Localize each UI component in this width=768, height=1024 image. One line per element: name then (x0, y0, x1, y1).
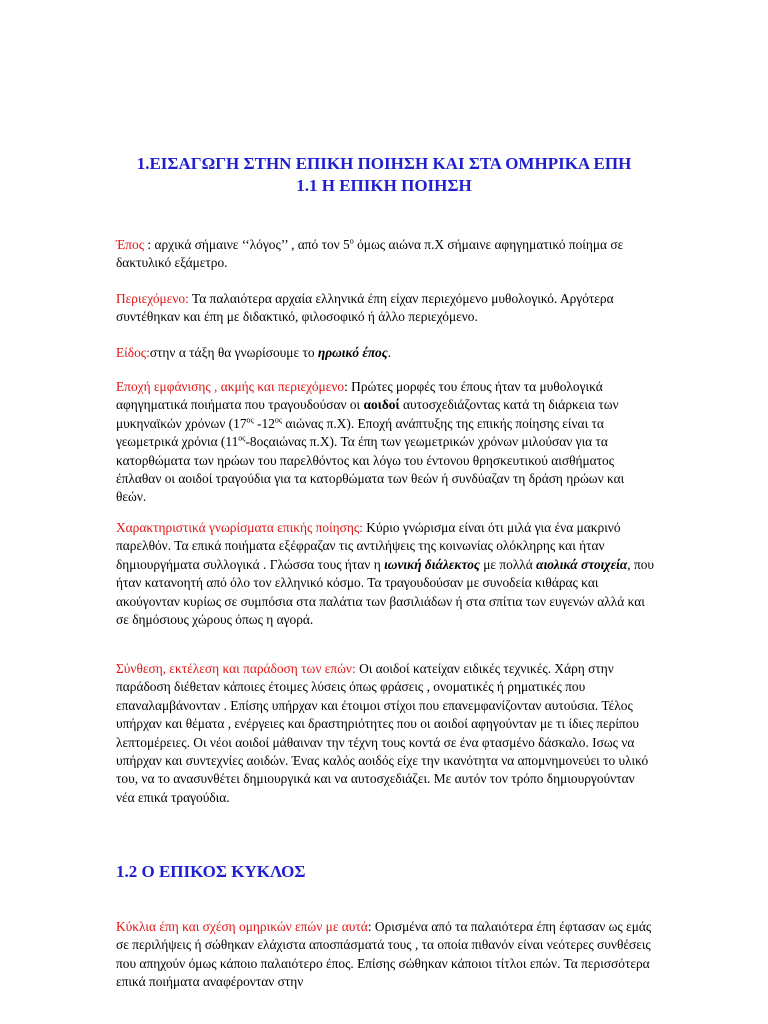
term-label: Έπος (116, 237, 145, 252)
term-label: Είδος: (116, 345, 150, 360)
term-label: Κύκλια έπη και σχέση ομηρικών επών με αυτά (116, 919, 368, 934)
sub-heading: 1.1 Η ΕΠΙΚΗ ΠΟΙΗΣΗ (296, 176, 472, 195)
paragraph-composition: Σύνθεση, εκτέλεση και παράδοση των επών: Οι αοιδοί κατείχαν ειδικές τεχνικές. Χάρη στην παράδοση διέθεταν κάποιες έτοιμες λύσεις όπως φράσεις , ονοματικές ή ρηματικές που επαναλαμβάνονταν . Επίσης υπήρχαν και έτοιμοι στίχοι που επανεμφανίζονταν αυτούσια. Τέλος υπήρχαν και θέματα , ενέργειες και δραστηριότητες που οι αοιδοί αφηγούνταν με τι ίδιες περίπου λεπτομέρειες. Οι νέοι αοιδοί μάθαιναν την τέχνη τους κοντά σε ένα φτασμένο δάσκαλο. Ισως να υπήρχαν και συντεχνίες αοιδών. Ένας καλός αοιδός είχε την ικανότητα να απομνημονεύει το υλικό του, να το ανασυνθέτει δημιουργικά και να αυτοσχεδιάζει. Με αυτόν τον τρόπο δημιουργούνταν νέα επικά τραγούδια. (116, 661, 649, 805)
term-label: Σύνθεση, εκτέλεση και παράδοση των επών: (116, 661, 356, 676)
main-heading: 1.ΕΙΣΑΓΩΓΗ ΣΤΗΝ ΕΠΙΚΗ ΠΟΙΗΣΗ ΚΑΙ ΣΤΑ ΟΜΗΡΙΚΑ ΕΠΗ (136, 154, 632, 173)
term-label: Εποχή εμφάνισης , ακμής και περιεχόμενο (116, 379, 345, 394)
paragraph-cycle: Κύκλια έπη και σχέση ομηρικών επών με αυτά: Ορισμένα από τα παλαιότερα έπη έφτασαν ως εμάς σε περιλήψεις ή σώθηκαν ελάχιστα αποσπάσματά τους , τα οποία πιθανόν είναι νεότερες συνθέσεις που απηχούν όμως κάποιο παλαιότερο έπος. Επίσης σώθηκαν κάποιοι τίτλοι επών. Τα περισσότερα επικά ποιήματα αναφέρονταν στην (116, 919, 652, 990)
paragraph-kind: Είδος:στην α τάξη θα γνωρίσουμε το ηρωικό έπος. (116, 345, 392, 360)
term-label: Χαρακτηριστικά γνωρίσματα επικής ποίησης: (116, 520, 363, 535)
paragraph-epos: Έπος : αρχικά σήμαινε ‘‘λόγος’’ , από τον $5^o$ όμως αιώνα π.Χ σήμαινε αφηγηματικό ποίημα σε δακτυλικό εξάμετρο. (116, 236, 624, 271)
paragraph-features: Χαρακτηριστικά γνωρίσματα επικής ποίησης: Κύριο γνώρισμα είναι ότι μιλά για ένα μακρινό παρελθόν. Τα επικά ποιήματα εξέφραζαν τις αντιλήψεις της κοινωνίας ολόκληρης και ήταν δημιουργήματα συλλογικά . Γλώσσα τους ήταν η ιωνική διάλεκτος με πολλά αιολικά στοιχεία, που ήταν κατανοητή από όλο τον ελληνικό κόσμο. Τα τραγουδούσαν με συνοδεία κιθάρας και ακούγονταν κυρίως σε συμπόσια στα παλάτια των βασιλιάδων ή στα σπίτια των ευγενών αλλά και σε δημόσιους χώρους όπως η αγορά. (116, 520, 655, 628)
section-heading: 1.2 Ο ΕΠΙΚΟΣ ΚΥΚΛΟΣ (116, 862, 306, 881)
term-label: Περιεχόμενο: (116, 291, 189, 306)
paragraph-content: Περιεχόμενο: Τα παλαιότερα αρχαία ελληνικά έπη είχαν περιεχόμενο μυθολογικό. Αργότερα συντέθηκαν και έπη με διδακτικό, φιλοσοφικό ή άλλο περιεχόμενο. (116, 291, 614, 325)
paragraph-era: Εποχή εμφάνισης , ακμής και περιεχόμενο: Πρώτες μορφές του έπους ήταν τα μυθολογικά αφηγηματικά ποιήματα που τραγουδούσαν οι αοιδοί αυτοσχεδιάζοντας κατά τη διάρκεια των μυκηναϊκών χρόνων ($17^{o\varsigma}$ $-12^{o\varsigma}$ αιώνας π.Χ). Εποχή ανάπτυξης της επικής ποίησης είναι τα γεωμετρικά χρόνια ($11^{o\varsigma}-8o\varsigma\alpha\iota ώ\nu\alpha\varsigma$ π.Χ). Τα έπη των γεωμετρικών χρόνων μιλούσαν για τα κατορθώματα των ηρώων του παρελθόντος και λόγω του έντονου θρησκευτικού αισθήματος έπλαθαν οι αοιδοί τραγούδια για τα κατορθώματα των θεών ή συνδύαζαν τη δράση ηρώων και θεών. (116, 379, 625, 505)
